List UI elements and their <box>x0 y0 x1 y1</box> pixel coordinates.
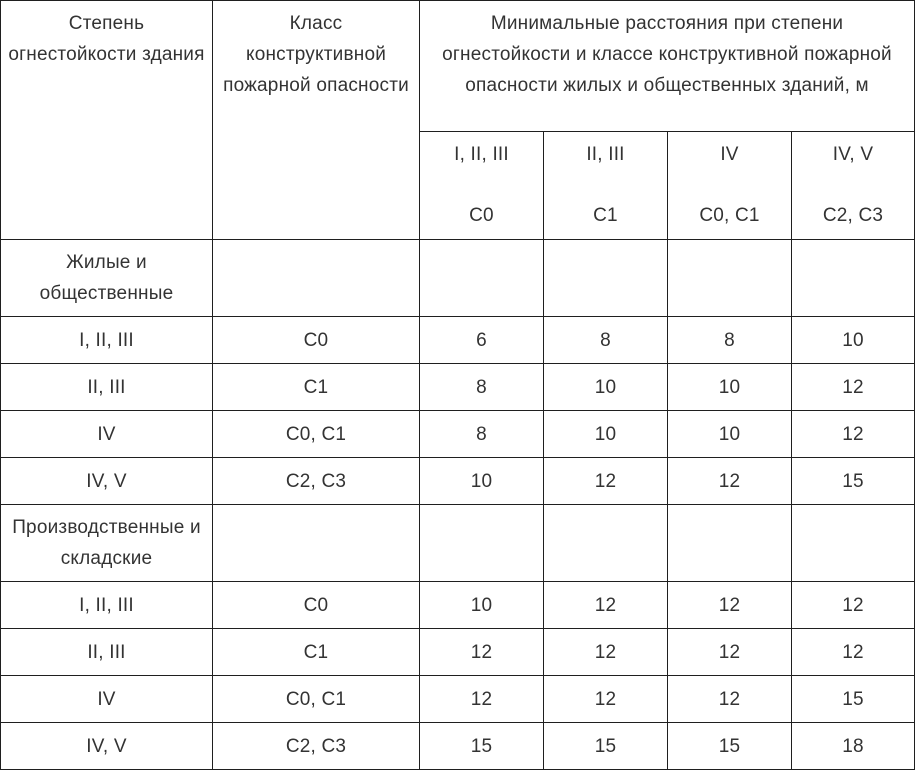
row-value: 8 <box>420 411 544 458</box>
row-class: С0 <box>213 317 420 364</box>
table-row <box>1 629 915 676</box>
section-row-residential <box>1 240 915 317</box>
row-degree: IV, V <box>1 458 213 505</box>
row-value: 10 <box>668 411 792 458</box>
row-value: 12 <box>792 582 915 629</box>
row-class: С1 <box>213 364 420 411</box>
subheader-degree: IV <box>720 144 739 165</box>
row-degree: I, II, III <box>1 317 213 364</box>
row-value: 12 <box>544 582 668 629</box>
subheader-cell <box>792 132 915 240</box>
row-class: С0, С1 <box>213 676 420 723</box>
row-value: 10 <box>668 364 792 411</box>
section-title: Производственные и складские <box>1 505 213 582</box>
row-value: 8 <box>544 317 668 364</box>
row-value: 12 <box>544 458 668 505</box>
row-value: 10 <box>792 317 915 364</box>
row-degree: IV <box>1 411 213 458</box>
empty-cell <box>420 505 544 582</box>
subheader-class: С2, С3 <box>822 205 884 226</box>
row-degree: II, III <box>1 629 213 676</box>
table-row <box>1 582 915 629</box>
empty-cell <box>792 505 915 582</box>
row-value: 18 <box>792 723 915 770</box>
row-value: 12 <box>668 458 792 505</box>
section-row-industrial <box>1 505 915 582</box>
row-value: 15 <box>420 723 544 770</box>
empty-cell <box>544 505 668 582</box>
subheader-class: С0 <box>469 205 494 226</box>
subheader-cell <box>420 132 544 240</box>
row-value: 6 <box>420 317 544 364</box>
subheader-degree: IV, V <box>832 144 874 165</box>
row-class: С0 <box>213 582 420 629</box>
row-value: 15 <box>544 723 668 770</box>
header-construction-fire-class: Класс конструктивной пожарной опасности <box>213 1 420 240</box>
subheader-degree: II, III <box>586 144 625 165</box>
row-class: С0, С1 <box>213 411 420 458</box>
row-value: 12 <box>668 582 792 629</box>
row-value: 15 <box>792 676 915 723</box>
row-value: 12 <box>420 676 544 723</box>
row-value: 12 <box>544 629 668 676</box>
row-class: С1 <box>213 629 420 676</box>
empty-cell <box>544 240 668 317</box>
row-value: 12 <box>668 676 792 723</box>
row-value: 10 <box>544 364 668 411</box>
row-value: 12 <box>792 411 915 458</box>
row-value: 12 <box>792 629 915 676</box>
section-title: Жилые и общественные <box>1 240 213 317</box>
empty-cell <box>668 505 792 582</box>
empty-cell <box>213 505 420 582</box>
row-value: 12 <box>668 629 792 676</box>
subheader-cell <box>544 132 668 240</box>
table-row <box>1 676 915 723</box>
table-row <box>1 411 915 458</box>
empty-cell <box>213 240 420 317</box>
row-degree: IV <box>1 676 213 723</box>
row-value: 8 <box>668 317 792 364</box>
subheader-cell <box>668 132 792 240</box>
table-row <box>1 317 915 364</box>
empty-cell <box>668 240 792 317</box>
row-class: С2, С3 <box>213 723 420 770</box>
row-value: 12 <box>544 676 668 723</box>
table-row <box>1 364 915 411</box>
row-value: 8 <box>420 364 544 411</box>
row-value: 12 <box>420 629 544 676</box>
header-row <box>1 1 915 132</box>
row-class: С2, С3 <box>213 458 420 505</box>
header-min-distances: Минимальные расстояния при степени огнестойкости и классе конструктивной пожарной опасности жилых и общественных зданий, м <box>420 1 915 132</box>
row-degree: I, II, III <box>1 582 213 629</box>
row-value: 10 <box>420 458 544 505</box>
table-row <box>1 723 915 770</box>
empty-cell <box>420 240 544 317</box>
row-value: 10 <box>544 411 668 458</box>
row-value: 12 <box>792 364 915 411</box>
row-value: 15 <box>792 458 915 505</box>
row-value: 10 <box>420 582 544 629</box>
table-row <box>1 458 915 505</box>
empty-cell <box>792 240 915 317</box>
header-fire-resistance-degree: Степень огнестойкости здания <box>1 1 213 240</box>
row-degree: II, III <box>1 364 213 411</box>
subheader-class: С0, С1 <box>699 205 760 226</box>
row-value: 15 <box>668 723 792 770</box>
subheader-class: С1 <box>593 205 618 226</box>
subheader-degree: I, II, III <box>454 144 509 165</box>
row-degree: IV, V <box>1 723 213 770</box>
